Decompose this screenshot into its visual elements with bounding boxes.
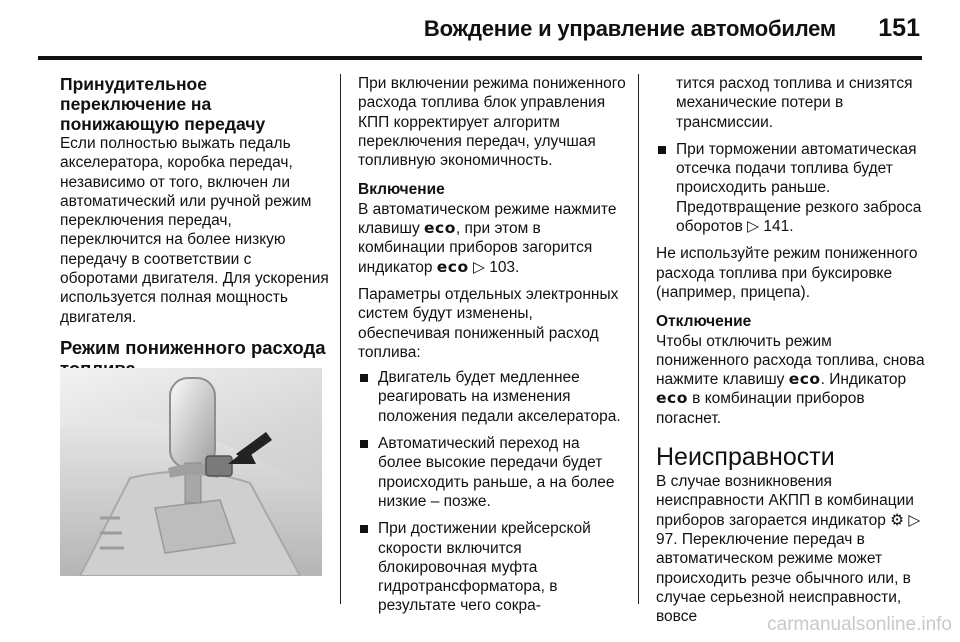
heading-deactivation: Отключение — [656, 313, 752, 331]
bullet-icon — [360, 440, 368, 448]
list-item — [358, 368, 626, 426]
heading-malfunctions: Неисправности — [656, 443, 835, 472]
section-title: Вождение и управление автомобилем — [423, 16, 836, 41]
eco-button-icon: eco — [788, 370, 821, 389]
list-item-continued — [656, 74, 926, 132]
malfunction-text-start: В случае возникновения неисправности АКПП в комбинации приборов загорается индикатор — [656, 473, 914, 529]
activation-text-start: В автоматическом режиме нажмите клавишу — [358, 200, 617, 238]
column-divider — [638, 74, 639, 604]
eco-button-icon: eco — [424, 219, 456, 238]
page-header — [0, 0, 960, 56]
activation-text — [358, 200, 626, 277]
bullet-icon — [360, 525, 368, 533]
list-item-text: При торможении автоматическая отсечка подачи топлива будет происходить раньше. Предотвращение резкого заброса оборотов ▷ 141. — [676, 140, 922, 236]
heading-economy-mode: Режим пониженного расхода — [60, 336, 326, 358]
transmission-warning-icon: ⚙ — [890, 510, 905, 529]
list-item-text: тится расход топлива и снизятся механические потери в трансмиссии. — [676, 75, 913, 131]
malfunction-text — [656, 472, 926, 626]
list-item-text: Автоматический переход на более высокие передачи будет происходить раньше, а на более низкие – позже. — [378, 435, 615, 510]
heading-kickdown: Принудительное переключение на понижающую передачу — [60, 74, 266, 134]
towing-warning-text: Не используйте режим пониженного расхода топлива при буксировке (например, прицепа). — [656, 245, 918, 301]
deactivation-text-end: в комбинации приборов погаснет. — [656, 390, 865, 427]
economy-effects-list — [358, 368, 626, 616]
kickdown-text: Если полностью выжать педаль акселератора, коробка передач, независимо от того, включен ли автоматический или ручной режим переключения передач, переключится на более низкую передачу в соответствии с оборотами двигателя. Для ускорения используется полная мощность двигателя. — [60, 135, 329, 326]
gear-selector-photo — [60, 368, 322, 576]
column-2 — [358, 74, 626, 624]
heading-activation: Включение — [358, 181, 445, 199]
deactivation-text-start: Чтобы отключить режим пониженного расхода топлива, снова нажмите клавишу — [656, 332, 925, 389]
economy-effects-list-continued — [656, 74, 926, 236]
eco-indicator-icon: eco — [436, 257, 469, 276]
malfunction-text-end: ▷ 97. Переключение передач в автоматическом режиме может происходить резче обычного или, в случае серьезной неисправности, вовсе — [656, 511, 921, 626]
list-item — [358, 519, 626, 615]
deactivation-text-mid: . Индикатор — [820, 371, 907, 389]
activation-text-mid: , при этом в комбинации приборов загорится индикатор — [358, 220, 593, 276]
watermark: carmanualsonline.info — [767, 614, 952, 635]
list-item-text: При достижении крейсерской скорости включится блокировочная муфта гидротрансформатора, в результате чего сокра- — [378, 520, 591, 615]
page-number: 151 — [878, 14, 920, 42]
column-divider — [340, 74, 341, 604]
gear-selector-illustration — [60, 368, 322, 576]
page-reference: ▷ 103. — [472, 258, 520, 276]
column-3 — [656, 74, 926, 626]
bullet-icon — [658, 146, 666, 154]
bullet-icon — [360, 374, 368, 382]
header-rule — [38, 56, 922, 60]
parameters-text: Параметры отдельных электронных систем будут изменены, обеспечивая пониженный расход топлива: — [358, 285, 619, 361]
economy-intro: При включении режима пониженного расхода топлива блок управления КПП корректирует алгоритм переключения передач, улучшая топливную экономичность. — [358, 75, 626, 170]
column-1 — [60, 74, 332, 379]
list-item — [656, 140, 926, 236]
eco-indicator-icon: eco — [656, 389, 688, 408]
list-item — [358, 434, 626, 511]
deactivation-text — [656, 332, 926, 428]
list-item-text: Двигатель будет медленнее реагировать на изменения положения педали акселератора. — [378, 369, 621, 425]
